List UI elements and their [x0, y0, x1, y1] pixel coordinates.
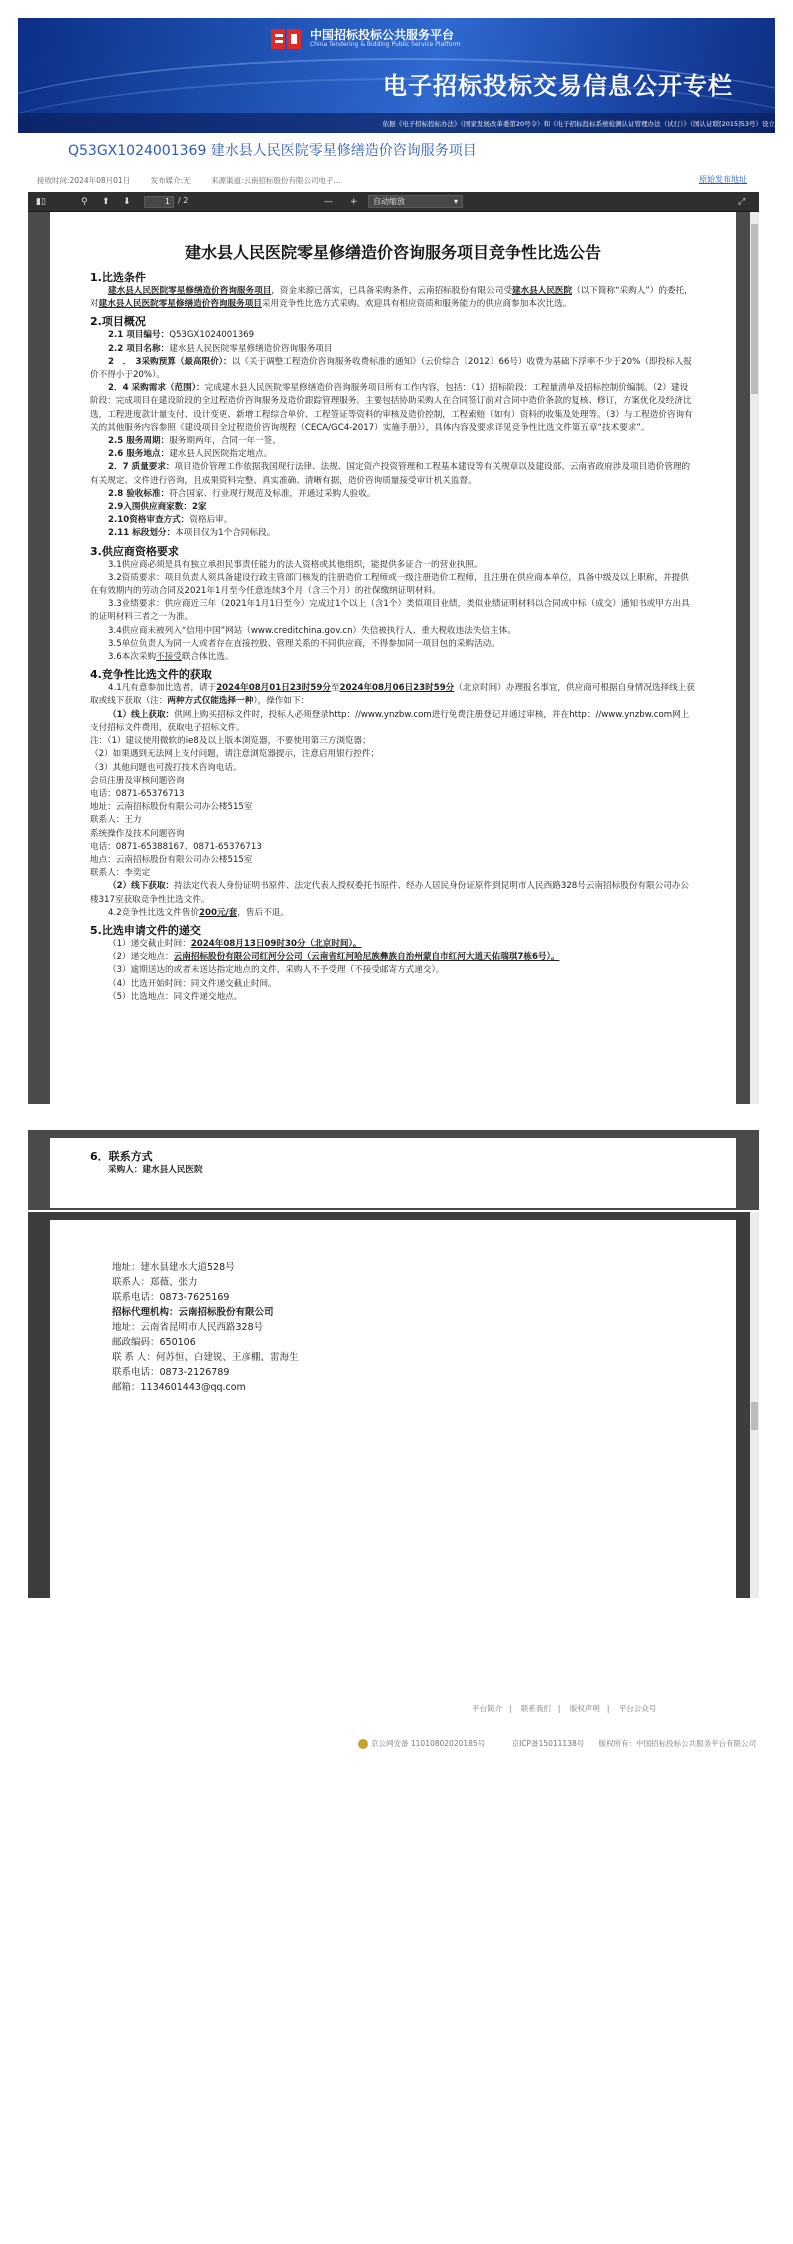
list-item: 2.10资格审查方式：资格后审。 [108, 515, 233, 526]
buyer-line: 采购人：建水县人民医院 [108, 1165, 203, 1175]
list-item: 2.1 项目编号：Q53GX1024001369 [108, 330, 255, 341]
scrollbar-thumb[interactable] [751, 224, 758, 394]
pdf-toolbar [28, 192, 759, 212]
footer-icp [358, 1738, 768, 1749]
zoom-in-button[interactable]: + [350, 197, 358, 207]
contact-line: 电话：0871-65388167、0871-65376713 [90, 841, 262, 852]
pdf-page-1 [50, 212, 736, 1104]
list-item: （5）比选地点：同文件递交地点。 [108, 991, 243, 1002]
contact-line: 招标代理机构：云南招标股份有限公司 [112, 1307, 274, 1318]
list-item: 2.2 项目名称：建水县人民医院零星修缮造价咨询服务项目 [108, 343, 333, 354]
list-item: 2.6 服务地点：建水县人民医院指定地点。 [108, 449, 273, 460]
list-item: 2.9入围供应商家数：2家 [108, 502, 207, 513]
list-item: 4.2竞争性比选文件售价200元/套，售后不退。 [108, 907, 289, 918]
footer-links: 平台简介 | 联系我们 | 版权声明 | 平台公众号 [472, 1704, 657, 1713]
contact-line: 地址：云南省昆明市人民西路328号 [112, 1322, 264, 1333]
page-down-icon[interactable]: ⬇ [123, 197, 131, 207]
contact-info [112, 1260, 674, 1395]
footer-link[interactable]: 平台公众号 [618, 1704, 657, 1713]
banner-title: 电子招标投标交易信息公开专栏 [383, 72, 733, 100]
list-item: 注：（1）建议使用微软的ie8及以上版本浏览器，不要使用第三方浏览器； [90, 736, 371, 747]
list-item: 3.3业绩要求：供应商近三年（2021年1月1日至今）完成过1个以上（含1个）类似项目业绩，类似业绩证明材料以合同或中标（成交）通知书或甲方出具的证明材料三者之一为准。 [90, 599, 690, 623]
section-heading: 6．联系方式 [90, 1150, 153, 1163]
contact-line: 地点：云南招标股份有限公司办公楼515室 [90, 854, 253, 865]
banner-basis-text: 依据《电子招标投标办法》（国家发展改革委第20号令）和《电子招标投标系统检测认证管理办法（试行）》（国认证联[2015]53号）设立 [382, 120, 775, 128]
list-item: （1）递交截止时间：2024年08月13日09时30分（北京时间）。 [108, 938, 362, 949]
list-item: 2．7 质量要求：项目造价管理工作依据我国现行法律、法规、国定资产投资管理和工程基本建设等有关规章以及建设部、云南省政府涉及项目造价管理的有关规定、文件进行咨询，且成果资料完整、真实准确、清晰有据，造价咨询质量接受审计机关监督。 [90, 462, 691, 486]
doc-title: 建水县人民医院零星修缮造价咨询服务项目竞争性比选公告 [184, 243, 601, 262]
police-badge-icon [358, 1739, 368, 1749]
pdf-viewport[interactable] [28, 212, 750, 1104]
list-item: 2.5 服务周期：服务期两年，合同一年一签。 [108, 436, 281, 447]
section-2-list [90, 329, 696, 540]
publish-media: 发布媒介:无 [150, 176, 191, 185]
icp-record[interactable]: 京ICP备15011138号 [511, 1739, 585, 1748]
list-item: 2.8 验收标准：符合国家、行业现行规范及标准，并通过采购人验收。 [108, 488, 376, 499]
section-heading: 2.项目概况 [90, 315, 146, 329]
receive-time: 接收时间:2024年08月01日 [37, 176, 131, 185]
list-item: （4）比选开始时间：同文件递交截止时间。 [108, 978, 277, 989]
contact-line: 联系电话：0873-7625169 [112, 1292, 230, 1303]
copyright: 版权所有：中国招标投标公共服务平台有限公司 [598, 1739, 757, 1748]
list-item: （3）逾期送达的或者未送达指定地点的文件，采购人不予受理（不接受邮寄方式递交）。 [108, 965, 445, 976]
list-item: 3.2资质要求：项目负责人须具备建设行政主管部门核发的注册造价工程师或一级注册造价工程师，且注册在供应商本单位，具备中级及以上职称，并提供在有效期内的劳动合同及2021年1月至今任意连续3个月（含三个月）的社保缴纳证明材料。 [90, 572, 689, 597]
zoom-select[interactable]: 自动缩放 ▾ [368, 195, 463, 208]
list-item: （2）线下获取：持法定代表人身份证明书原件、法定代表人授权委托书原件、经办人居民身份证原件到昆明市人民西路328号云南招标股份有限公司办公楼317室获取竞争性比选文件。 [90, 881, 689, 905]
section-heading: 5.比选申请文件的递交 [90, 923, 201, 937]
section-heading: 4.竞争性比选文件的获取 [90, 668, 212, 682]
list-item: 3.4供应商未被列入“信用中国”网站（www.creditchina.gov.cn）失信被执行人、重大税收违法失信主体。 [108, 625, 516, 636]
contact-line: 联系人：郑薇、张力 [112, 1277, 198, 1288]
footer-link[interactable]: 版权声明 [569, 1704, 600, 1713]
page-total: / 2 [178, 196, 189, 205]
contact-line: 联 系 人：何苏恒、白建锐、王彦棚、雷海生 [112, 1352, 299, 1363]
platform-name: 中国招标投标公共服务平台 [310, 28, 455, 42]
contact-line: 会员注册及审核问题咨询 [90, 775, 185, 786]
section-3-list [90, 559, 696, 651]
pdf-page-2 [50, 1220, 736, 1598]
search-icon[interactable]: ⚲ [81, 197, 88, 207]
platform-name-en: China Tendering & Bidding Public Service Platform [310, 41, 461, 48]
contact-line: 联系人：李奕定 [90, 868, 151, 879]
section-heading: 1.比选条件 [90, 271, 146, 284]
list-item: （2）递交地点：云南招标股份有限公司红河分公司（云南省红河哈尼族彝族自治州蒙自市红河大道天佑瑞琪7栋6号）。 [108, 952, 560, 963]
contact-line: 系统操作及技术问题咨询 [90, 828, 185, 839]
contact-list [90, 775, 696, 881]
sidebar-toggle-icon[interactable]: ▮▯ [36, 197, 46, 207]
contact-line: 地址：云南招标股份有限公司办公楼515室 [90, 802, 253, 813]
list-item: 3.1供应商必须是具有独立承担民事责任能力的法人资格或其他组织，能提供多证合一的营业执照。 [108, 559, 483, 570]
list-item: 2．4 采购需求（范围）：完成建水县人民医院零星修缮造价咨询服务项目所有工作内容，包括：（1）招标阶段：工程量清单及招标控制价编制。（2）建设阶段：完成项目在建设阶段的全过程造价咨询服务及造价跟踪管理服务。主要包括协助采购人在合同签订前对合同中造价条款的复核、修订，方案优化及经济比选，工程进度款计量支付、设计变更、新增工程综合单价、工程签证等资料的审核及造价控制，工程索赔（如有）资料的收集及处理等。（3）与工程造价咨询有关的其他服务内容参照《建设项目全过程造价咨询规程（CECA/GC4-2017）实施手册》），具体内容及要求详见竞争性比选文件第五章“技术要求”。 [90, 383, 693, 433]
zoom-out-button[interactable]: — [324, 197, 333, 207]
contact-line: 邮政编码：650106 [112, 1337, 196, 1348]
section-heading: 3.供应商资格要求 [90, 544, 179, 558]
list-item: 2 ． 3采购预算（最高限价）：以《关于调整工程造价咨询服务收费标准的通知》（云价综合〔2012〕66号）收费为基础下浮率不少于20%（即投标人报价不得小于20%）。 [90, 356, 692, 381]
page-number-input[interactable]: 1 [144, 196, 174, 208]
meta-row [37, 175, 359, 186]
scrollbar-thumb[interactable] [751, 1402, 758, 1430]
source-channel: 来源渠道:云南招标股份有限公司电子... [211, 176, 341, 185]
list-item: （2）如果遇到无法网上支付问题，请注意浏览器提示，注意启用银行控件； [90, 749, 380, 760]
list-item: 4.1凡有意参加比选者，请于2024年08月01日23时59分至2024年08月06日23时59分（北京时间）办理报名事宜，供应商可根据自身情况选择线上获取或线下获取（注：两种方式仅能选择一种），操作如下： [90, 683, 695, 707]
list-item: （1）线上获取：供网上购买招标文件时，投标人必须登录http：//www.ynzbw.com进行免费注册登记并通过审核，并在http：//www.ynzbw.com网上支付招标文件费用，获取电子招标文件。 [90, 709, 690, 733]
contact-line: 地址：建水县建水大道528号 [112, 1262, 235, 1273]
header-banner [18, 18, 775, 133]
list-item: 3.6本次采购不接受联合体比选。 [108, 652, 234, 663]
platform-logo-icon [270, 26, 304, 52]
contact-line: 联系电话：0873-2126789 [112, 1367, 230, 1378]
pdf-scrollbar-2[interactable] [750, 1212, 759, 1598]
list-item: （3）其他问题也可拨打技术咨询电话。 [90, 762, 242, 773]
footer-link[interactable]: 联系我们 [520, 1704, 551, 1713]
list-item: 3.5单位负责人为同一人或者存在直接控股、管理关系的不同供应商，不得参加同一项目包的采购活动。 [108, 638, 500, 649]
original-link[interactable]: 原始发布地址 [699, 175, 747, 184]
page-title: Q53GX1024001369 建水县人民医院零星修缮造价咨询服务项目 [68, 143, 477, 159]
section-1-text: 建水县人民医院零星修缮造价咨询服务项目，资金来源已落实，已具备采购条件，云南招标股份有限公司受建水县人民医院（以下简称“采购人”）的委托，对建水县人民医院零星修缮造价咨询服务项目采用竞争性比选方式采购。欢迎具有相应资质和服务能力的供应商参加本次比选。 [90, 286, 693, 310]
pdf-page-2-viewer [28, 1212, 759, 1598]
contact-line: 电话：0871-65376713 [90, 788, 185, 799]
fullscreen-icon[interactable]: ⤢ [738, 197, 746, 207]
pdf-scrollbar[interactable] [750, 212, 759, 1104]
contact-line: 联系人：王力 [90, 815, 142, 826]
police-record[interactable]: 京公网安备 11010802020185号 [371, 1739, 486, 1748]
footer-link[interactable]: 平台简介 [472, 1704, 502, 1713]
contact-line: 邮箱：1134601443@qq.com [112, 1382, 246, 1393]
page-up-icon[interactable]: ⬆ [102, 197, 110, 207]
pdf-viewer [28, 192, 759, 1104]
list-item: 2.11 标段划分：本项目仅为1个合同标段。 [108, 528, 276, 539]
pdf-page-1-bottom [50, 1138, 736, 1208]
